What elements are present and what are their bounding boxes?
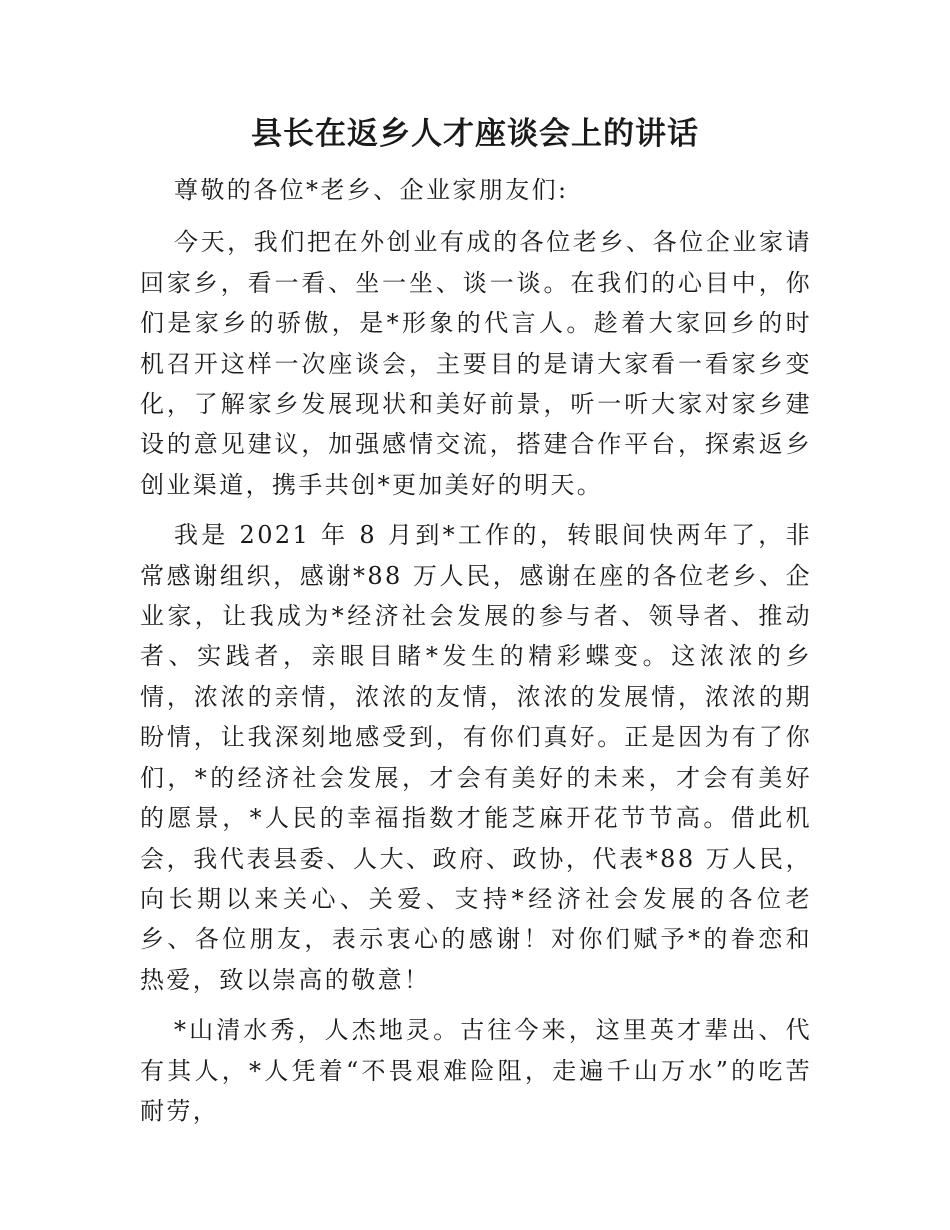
salutation: 尊敬的各位*老乡、企业家朋友们:	[174, 176, 569, 204]
document-body	[140, 170, 812, 1141]
document-title: 县长在返乡人才座谈会上的讲话	[251, 116, 699, 152]
paragraph-3: *山清水秀，人杰地灵。古往今来，这里英才辈出、代有其人，*人凭着“不畏艰难险阻，走遍千山万水”的吃苦耐劳，	[140, 1016, 812, 1125]
paragraph-2: 我是 2021 年 8 月到*工作的，转眼间快两年了，非常感谢组织，感谢*88 万人民，感谢在座的各位老乡、企业家，让我成为*经济社会发展的参与者、领导者、推动者、实践者，亲眼目睹*发生的精彩蝶变。这浓浓的乡情，浓浓的亲情，浓浓的友情，浓浓的发展情，浓浓的期盼情，让我深刻地感受到，有你们真好。正是因为有了你们，*的经济社会发展，才会有美好的未来，才会有美好的愿景，*人民的幸福指数才能芝麻开花节节高。借此机会，我代表县委、人大、政府、政协，代表*88 万人民，向长期以来关心、关爱、支持*经济社会发展的各位老乡、各位朋友，表示衷心的感谢！对你们赋予*的眷恋和热爱，致以崇高的敬意！	[140, 521, 812, 994]
paragraph-1: 今天，我们把在外创业有成的各位老乡、各位企业家请回家乡，看一看、坐一坐、谈一谈。在我们的心目中，你们是家乡的骄傲，是*形象的代言人。趁着大家回乡的时机召开这样一次座谈会，主要目的是请大家看一看家乡变化，了解家乡发展现状和美好前景，听一听大家对家乡建设的意见建议，加强感情交流，搭建合作平台，探索返乡创业渠道，携手共创*更加美好的明天。	[140, 228, 812, 499]
